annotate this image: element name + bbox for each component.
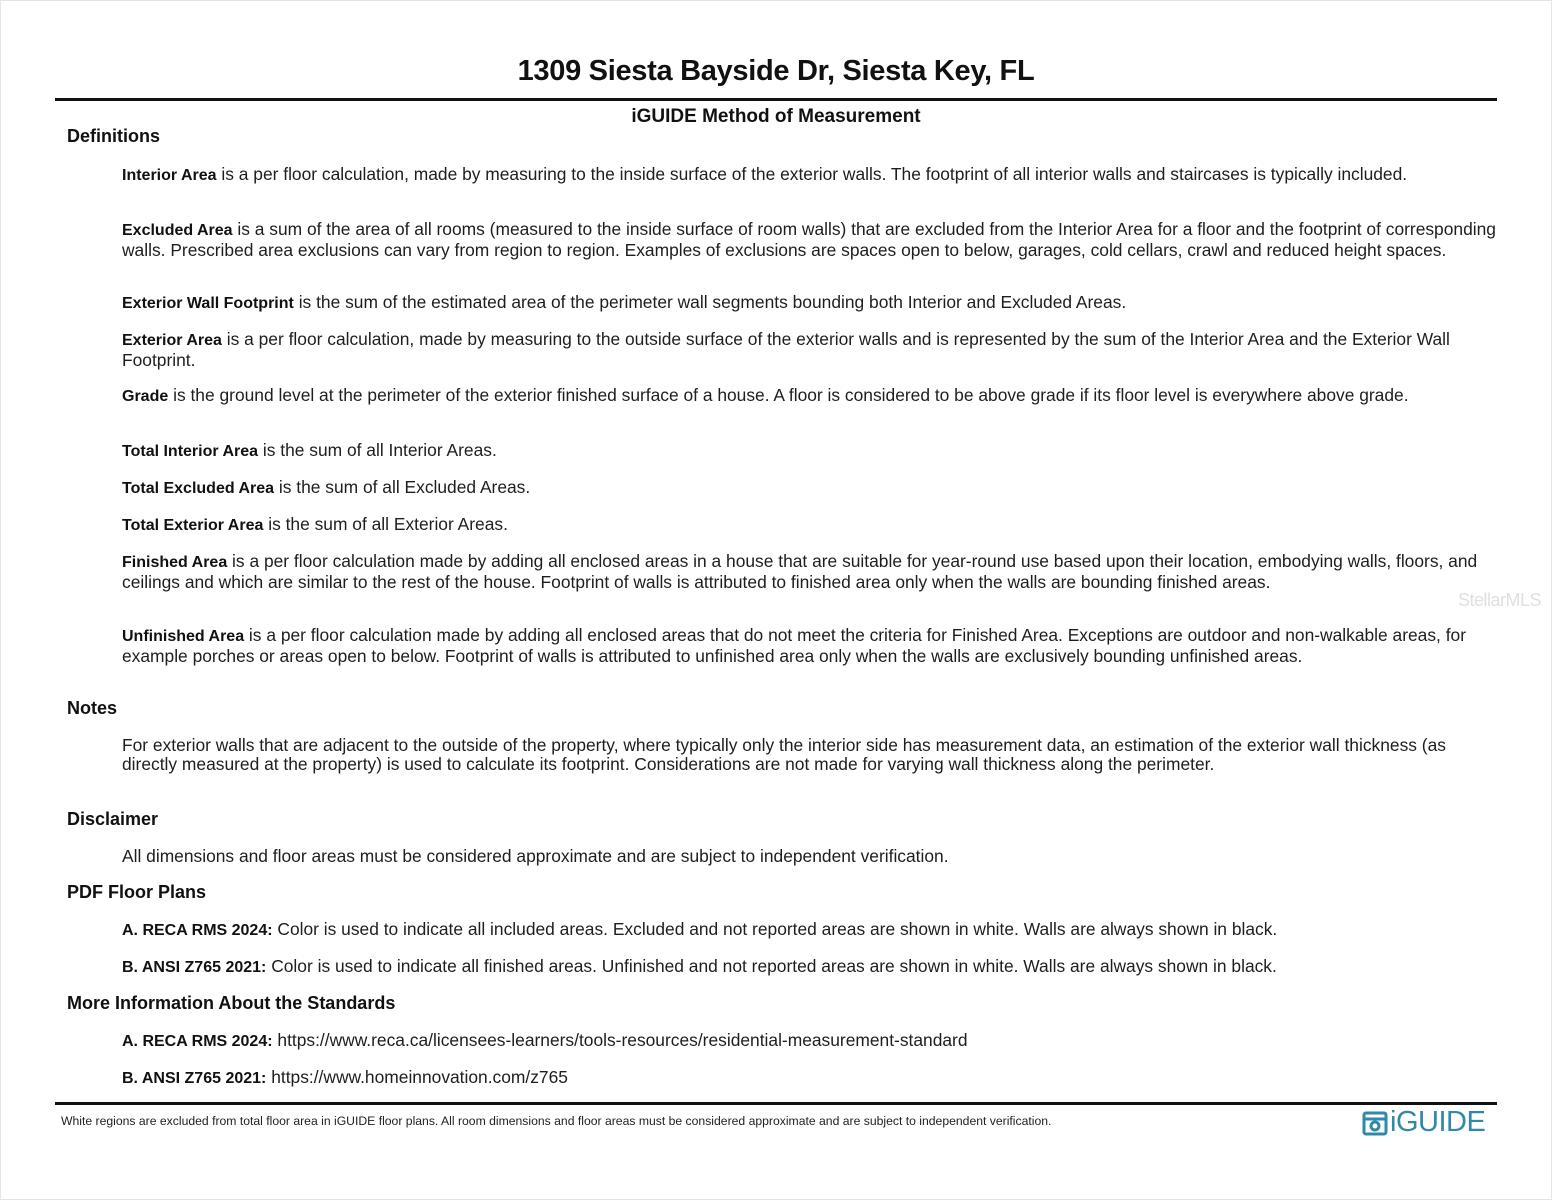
definition-term: Finished Area (122, 554, 228, 571)
definition-text: is a per floor calculation made by adding all enclosed areas in a house that are suitable for year-round use based upon their location, embodying walls, floors, and ceilings and which are similar to the rest of the house. Footprint of walls is attributed to finished area only when the walls are bounding finished areas. (122, 551, 1478, 592)
definition-exterior-area (122, 330, 1497, 369)
definition-total-interior-area (122, 441, 1497, 462)
definition-text: is a per floor calculation made by adding all enclosed areas that do not meet the criteria for Finished Area. Exceptions are outdoor and non-walkable areas, for example porches or areas open to below. Footprint of walls is attributed to unfinished area only when the walls are exclusively bounding unfinished areas. (122, 625, 1467, 666)
definition-term: Interior Area (122, 167, 217, 184)
logo-text: iGUIDE (1390, 1106, 1486, 1138)
watermark: StellarMLS (1458, 590, 1542, 610)
definition-term: Grade (122, 388, 169, 405)
standard-link[interactable]: https://www.homeinnovation.com/z765 (266, 1067, 568, 1087)
definitions-heading: Definitions (67, 126, 160, 146)
iguide-logo (1362, 1108, 1485, 1137)
standard-label: A. RECA RMS 2024: (122, 922, 273, 939)
definition-total-excluded-area (122, 478, 1497, 499)
iguide-camera-icon (1362, 1110, 1388, 1136)
standard-link[interactable]: https://www.reca.ca/licensees-learners/tools-resources/residential-measurement-standard (272, 1030, 968, 1050)
footer-disclaimer: White regions are excluded from total floor area in iGUIDE floor plans. All room dimensions and floor areas must be considered approximate and are subject to independent verification. (61, 1114, 1052, 1128)
disclaimer-heading: Disclaimer (67, 809, 159, 829)
definition-text: is the sum of all Excluded Areas. (274, 477, 531, 497)
definition-text: is the sum of all Interior Areas. (258, 440, 497, 460)
header-divider (55, 98, 1497, 101)
definition-total-exterior-area (122, 515, 1497, 536)
definition-term: Exterior Area (122, 332, 222, 349)
definition-finished-area (122, 552, 1497, 591)
definition-term: Total Excluded Area (122, 480, 275, 497)
pdf-floor-plans-heading: PDF Floor Plans (67, 882, 207, 902)
definition-text: is a per floor calculation, made by measuring to the outside surface of the exterior walls and is represented by the sum of the Interior Area and the Exterior Wall Footprint. (122, 329, 1450, 370)
definition-text: is the sum of the estimated area of the perimeter wall segments bounding both Interior and Excluded Areas. (293, 292, 1127, 312)
standard-label: B. ANSI Z765 2021: (122, 1070, 267, 1087)
definition-term: Excluded Area (122, 222, 233, 239)
definition-term: Unfinished Area (122, 628, 245, 645)
definition-unfinished-area (122, 626, 1497, 665)
definition-term: Exterior Wall Footprint (122, 295, 294, 312)
definition-text: is the sum of all Exterior Areas. (263, 514, 508, 534)
disclaimer-text: All dimensions and floor areas must be considered approximate and are subject to independent verification. (122, 846, 949, 866)
definition-term: Total Exterior Area (122, 517, 264, 534)
floor-plan-item-ansi (122, 957, 1497, 978)
more-info-heading: More Information About the Standards (67, 993, 396, 1013)
page-subtitle: iGUIDE Method of Measurement (631, 106, 921, 127)
definition-text: is a sum of the area of all rooms (measured to the inside surface of room walls) that are excluded from the Interior Area for a floor and the footprint of corresponding walls. Prescribed area exclusions can vary from region to region. Examples of exclusions are spaces open to below, garages, cold cellars, crawl and reduced height spaces. (122, 219, 1496, 260)
notes-heading: Notes (67, 698, 118, 718)
definition-exterior-wall-footprint (122, 293, 1497, 314)
standard-label: B. ANSI Z765 2021: (122, 959, 267, 976)
notes-text: For exterior walls that are adjacent to the outside of the property, where typically only the interior side has measurement data, an estimation of the exterior wall thickness (as directly measured at the property) is used to calculate its footprint. Considerations are not made for varying wall thickness along the perimeter. (122, 735, 1446, 774)
floor-plan-item-reca (122, 920, 1497, 941)
more-info-item-ansi (122, 1068, 1497, 1089)
more-info-item-reca (122, 1031, 1497, 1052)
definition-term: Total Interior Area (122, 443, 259, 460)
footer-divider (55, 1102, 1497, 1105)
definition-text: is the ground level at the perimeter of the exterior finished surface of a house. A floor is considered to be above grade if its floor level is everywhere above grade. (168, 385, 1409, 405)
definition-interior-area (122, 165, 1497, 186)
standard-label: A. RECA RMS 2024: (122, 1033, 273, 1050)
definition-grade (122, 386, 1497, 407)
standard-description: Color is used to indicate all included areas. Excluded and not reported areas are shown in white. Walls are always shown in black. (272, 919, 1278, 939)
definition-excluded-area (122, 220, 1497, 259)
standard-description: Color is used to indicate all finished areas. Unfinished and not reported areas are shown in white. Walls are always shown in black. (266, 956, 1277, 976)
page-title: 1309 Siesta Bayside Dr, Siesta Key, FL (517, 55, 1035, 87)
definition-text: is a per floor calculation, made by measuring to the inside surface of the exterior walls. The footprint of all interior walls and staircases is typically included. (216, 164, 1408, 184)
